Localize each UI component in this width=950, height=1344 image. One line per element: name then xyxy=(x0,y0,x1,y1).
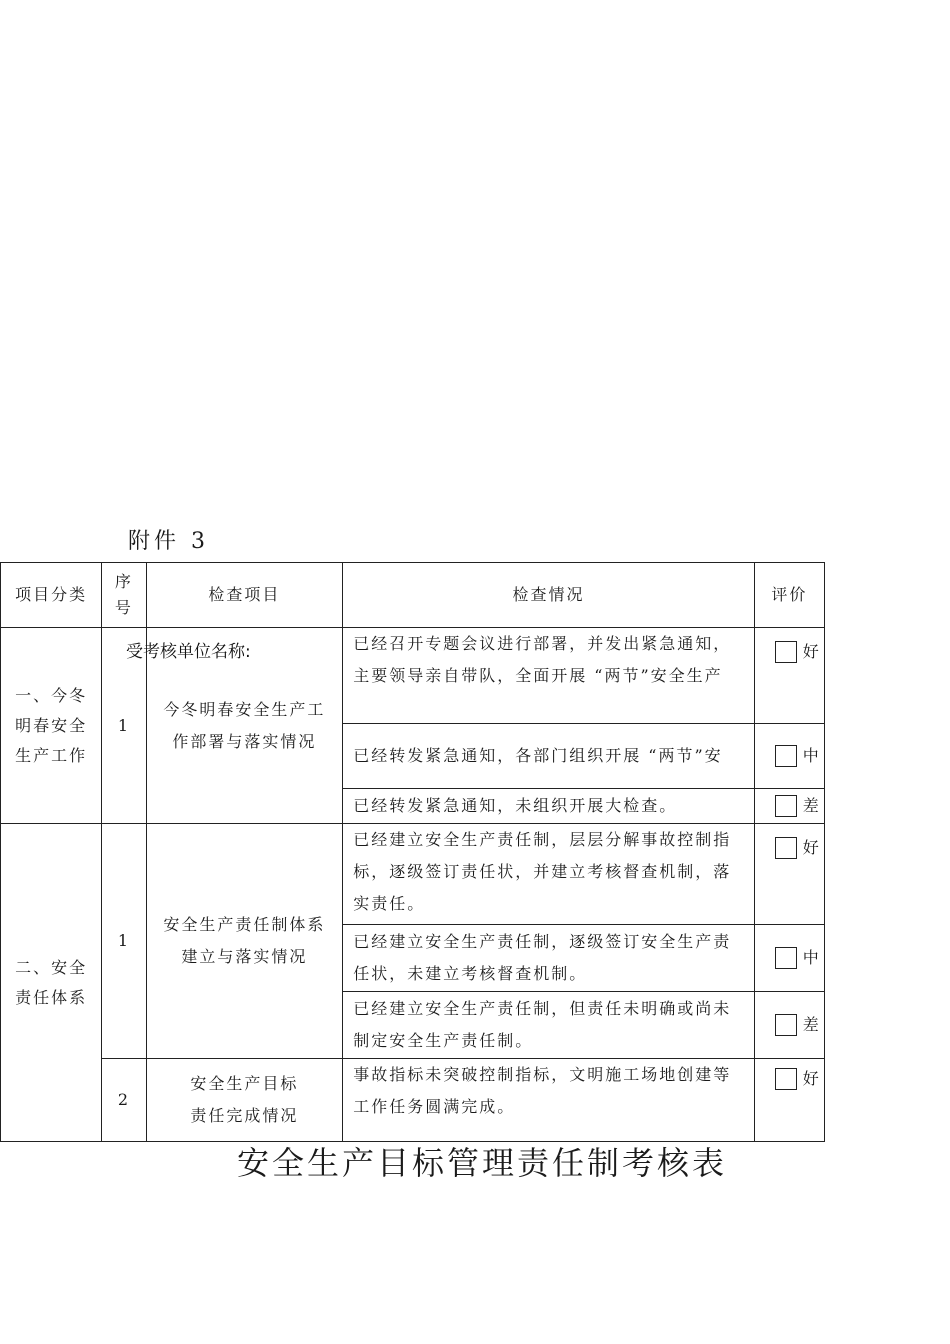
option-text: 已经召开专题会议进行部署，并发出紧急通知，主要领导亲自带队，全面开展 “两节”安全生产 xyxy=(343,628,754,724)
grade-label: 中 xyxy=(802,948,819,967)
evaluation-cell xyxy=(754,925,824,992)
page-title: 安全生产目标管理责任制考核表 xyxy=(237,1144,728,1182)
checkbox[interactable] xyxy=(775,795,797,817)
row-item: 今冬明春安全生产工作部署与落实情况 xyxy=(146,628,343,824)
option-text: 已经转发紧急通知，未组织开展大检查。 xyxy=(343,789,754,824)
evaluation-cell xyxy=(754,724,824,789)
option-text: 已经建立安全生产责任制，逐级签订安全生产责任状，未建立考核督查机制。 xyxy=(343,925,754,992)
checkbox[interactable] xyxy=(775,641,797,663)
grade-label: 好 xyxy=(802,642,819,661)
assessment-table xyxy=(0,562,825,1142)
row-seq: 1 xyxy=(102,628,146,824)
header-situation: 检查情况 xyxy=(343,563,754,628)
grade-label: 好 xyxy=(802,838,819,857)
checkbox[interactable] xyxy=(775,837,797,859)
grade-label: 差 xyxy=(802,1015,819,1034)
option-text: 已经转发紧急通知，各部门组织开展 “两节”安 xyxy=(343,724,754,789)
checkbox[interactable] xyxy=(775,947,797,969)
header-item: 检查项目 xyxy=(146,563,343,628)
unit-name-label: 受考核单位名称: xyxy=(126,642,251,662)
table-row xyxy=(1,628,825,724)
grade-label: 好 xyxy=(802,1069,819,1088)
evaluation-cell xyxy=(754,789,824,824)
attachment-label: 附件 3 xyxy=(128,529,209,554)
header-category: 项目分类 xyxy=(1,563,102,628)
evaluation-cell xyxy=(754,1059,824,1142)
row-seq: 2 xyxy=(102,1059,146,1142)
table-row xyxy=(1,824,825,925)
grade-label: 中 xyxy=(802,746,819,765)
grade-label: 差 xyxy=(802,796,819,815)
option-text: 事故指标未突破控制指标，文明施工场地创建等工作任务圆满完成。 xyxy=(343,1059,754,1142)
header-seq: 序号 xyxy=(102,563,146,628)
header-row xyxy=(1,563,825,628)
option-text: 已经建立安全生产责任制，层层分解事故控制指标，逐级签订责任状，并建立考核督查机制，落实责任。 xyxy=(343,824,754,925)
section-category: 一、今冬明春安全生产工作 xyxy=(1,628,102,824)
row-item: 安全生产目标责任完成情况 xyxy=(146,1059,343,1142)
header-evaluation: 评价 xyxy=(754,563,824,628)
option-text: 已经建立安全生产责任制，但责任未明确或尚未制定安全生产责任制。 xyxy=(343,992,754,1059)
evaluation-cell xyxy=(754,992,824,1059)
row-seq: 1 xyxy=(102,824,146,1059)
section-category: 二、安全责任体系 xyxy=(1,824,102,1142)
evaluation-cell xyxy=(754,824,824,925)
evaluation-cell xyxy=(754,628,824,724)
table-row xyxy=(1,1059,825,1142)
row-item: 安全生产责任制体系建立与落实情况 xyxy=(146,824,343,1059)
checkbox[interactable] xyxy=(775,1068,797,1090)
checkbox[interactable] xyxy=(775,745,797,767)
checkbox[interactable] xyxy=(775,1014,797,1036)
